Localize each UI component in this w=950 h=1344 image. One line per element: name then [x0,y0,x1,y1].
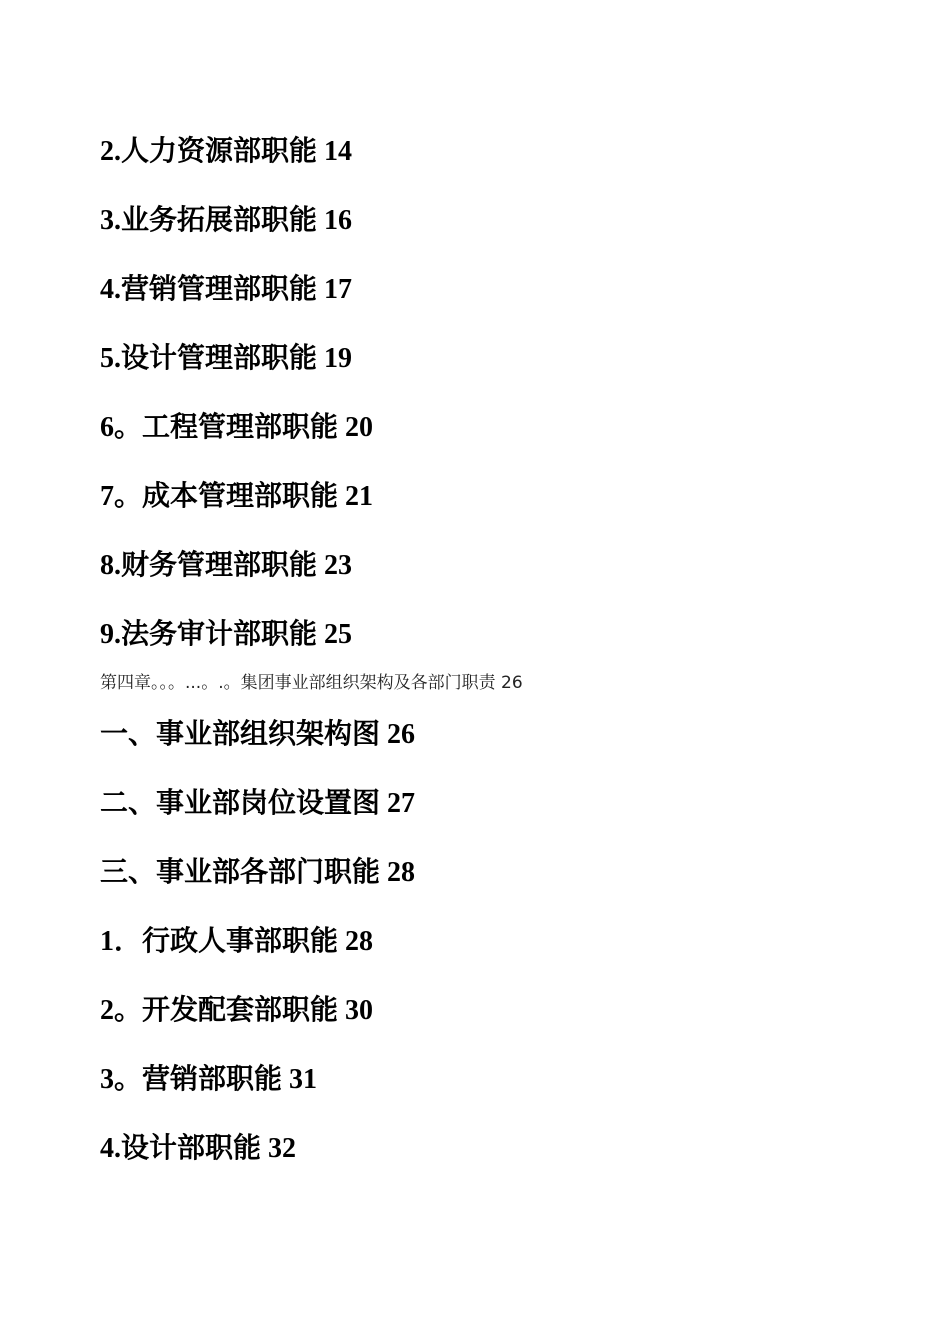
toc-entry-design[interactable]: 4.设计部职能 32 [100,1133,297,1164]
toc-entry-engineering-management[interactable]: 6。工程管理部职能 20 [100,412,374,443]
toc-entry-division-positions[interactable]: 二、事业部岗位设置图 27 [100,788,416,819]
toc-entry-design-management[interactable]: 5.设计管理部职能 19 [100,343,353,374]
toc-chapter-four[interactable]: 第四章。。。...。.。集团事业部组织架构及各部门职责 26 [100,673,523,693]
toc-entry-marketing-management[interactable]: 4.营销管理部职能 17 [100,274,353,305]
toc-entry-business-expansion[interactable]: 3.业务拓展部职能 16 [100,205,353,236]
toc-entry-division-departments[interactable]: 三、事业部各部门职能 28 [100,857,416,888]
toc-entry-development-support[interactable]: 2。开发配套部职能 30 [100,995,374,1026]
table-of-contents [100,128,900,1194]
toc-entry-marketing[interactable]: 3。营销部职能 31 [100,1064,318,1095]
toc-entry-cost-management[interactable]: 7。成本管理部职能 21 [100,481,374,512]
toc-entry-hr[interactable]: 2.人力资源部职能 14 [100,136,353,167]
toc-entry-division-org-chart[interactable]: 一、事业部组织架构图 26 [100,719,416,750]
toc-entry-legal-audit[interactable]: 9.法务审计部职能 25 [100,619,353,650]
toc-entry-admin-hr[interactable]: 1．行政人事部职能 28 [100,926,374,957]
toc-entry-finance-management[interactable]: 8.财务管理部职能 23 [100,550,353,581]
